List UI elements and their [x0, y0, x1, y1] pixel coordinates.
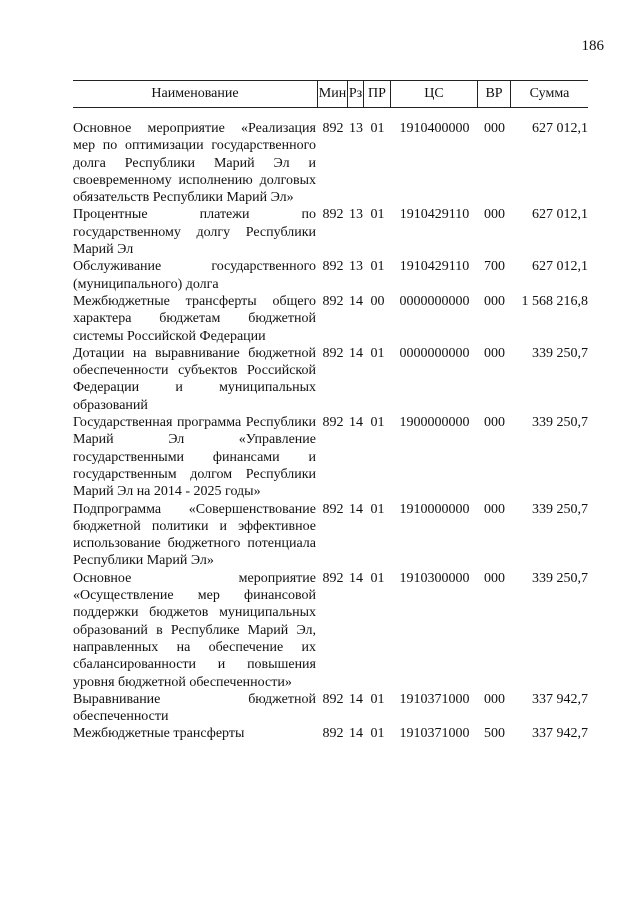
row-name: Дотации на выравнивание бюджетной обеспеченности субъектов Российской Федерации и муниципальных образований — [73, 345, 316, 413]
row-sum: 339 250,7 — [532, 345, 588, 361]
row-cs: 1910429110 — [399, 259, 470, 275]
row-pr: 01 — [370, 121, 385, 136]
row-sum: 337 942,7 — [532, 691, 588, 707]
table-row — [73, 345, 588, 414]
table-row — [73, 293, 588, 345]
row-rz: 13 — [349, 207, 363, 223]
row-name: Межбюджетные трансферты — [73, 726, 245, 742]
table-row — [73, 120, 588, 206]
row-name: Государственная программа Республики Марий Эл «Управление государственными финансами и государственным долгом Республики Марий Эл на 2014 - 2025 годы» — [73, 415, 316, 500]
row-name: Выравнивание бюджетной обеспеченности — [73, 691, 316, 725]
row-pr: 01 — [370, 259, 385, 275]
table-row — [73, 414, 588, 500]
row-pr: 01 — [370, 207, 385, 223]
header-rz: Рз — [348, 81, 364, 107]
row-pr: 01 — [370, 570, 385, 586]
table-row — [73, 258, 588, 293]
row-pr: 01 — [370, 691, 385, 707]
row-sum: 627 012,1 — [532, 121, 588, 136]
row-vr: 500 — [484, 726, 505, 742]
row-vr: 000 — [484, 121, 505, 136]
row-min: 892 — [322, 691, 344, 707]
table-row — [73, 501, 588, 570]
row-cs: 0000000000 — [399, 345, 470, 361]
row-min: 892 — [322, 726, 344, 742]
row-pr: 01 — [370, 415, 385, 431]
row-rz: 13 — [349, 121, 363, 136]
row-sum: 337 942,7 — [532, 726, 588, 742]
table-row — [73, 691, 588, 726]
row-min: 892 — [322, 207, 344, 223]
table-body — [73, 120, 588, 743]
row-vr: 000 — [484, 345, 505, 361]
row-cs: 1910400000 — [399, 121, 470, 136]
row-name: Основное мероприятие «Реализация мер по оптимизации государственного долга Республики Марий Эл и своевременному исполнению долговых обязательств Республики Марий Эл» — [73, 121, 316, 206]
row-cs: 1900000000 — [399, 415, 470, 431]
row-pr: 01 — [370, 345, 385, 361]
header-pr: ПР — [364, 81, 391, 107]
row-name: Обслуживание государственного (муниципального) долга — [73, 259, 316, 292]
row-name: Основное мероприятие «Осуществление мер финансовой поддержки бюджетов муниципальных образований в Республике Марий Эл, направленных на обеспечение их сбалансированности и повышения уровня бюджетной обеспеченности» — [73, 570, 316, 690]
row-sum: 1 568 216,8 — [521, 293, 588, 309]
row-rz: 14 — [349, 293, 363, 309]
row-sum: 627 012,1 — [532, 207, 588, 223]
row-name: Процентные платежи по государственному долгу Республики Марий Эл — [73, 207, 316, 258]
row-vr: 000 — [484, 207, 505, 223]
row-cs: 1910371000 — [399, 726, 470, 742]
row-pr: 00 — [370, 293, 385, 309]
row-cs: 1910000000 — [399, 501, 470, 517]
header-name: Наименование — [73, 81, 318, 107]
row-vr: 000 — [484, 570, 505, 586]
row-min: 892 — [322, 259, 344, 275]
row-rz: 14 — [349, 501, 363, 517]
row-rz: 14 — [349, 415, 363, 431]
row-min: 892 — [322, 345, 344, 361]
row-sum: 339 250,7 — [532, 501, 588, 517]
row-cs: 1910300000 — [399, 570, 470, 586]
row-cs: 0000000000 — [399, 293, 470, 309]
row-sum: 339 250,7 — [532, 570, 588, 586]
row-vr: 700 — [484, 259, 505, 275]
row-pr: 01 — [370, 501, 385, 517]
row-name: Межбюджетные трансферты общего характера бюджетам бюджетной системы Российской Федерации — [73, 293, 316, 344]
row-pr: 01 — [370, 726, 385, 742]
header-min: Мин — [318, 81, 348, 107]
row-rz: 14 — [349, 726, 363, 742]
row-sum: 627 012,1 — [532, 259, 588, 275]
row-cs: 1910371000 — [399, 691, 470, 707]
row-min: 892 — [322, 570, 344, 586]
row-rz: 14 — [349, 345, 363, 361]
header-cs: ЦС — [391, 81, 478, 107]
row-vr: 000 — [484, 691, 505, 707]
row-sum: 339 250,7 — [532, 415, 588, 431]
row-rz: 14 — [349, 570, 363, 586]
row-min: 892 — [322, 415, 344, 431]
page-number: 186 — [581, 38, 604, 54]
row-cs: 1910429110 — [399, 207, 470, 223]
row-vr: 000 — [484, 415, 505, 431]
table-row — [73, 725, 588, 742]
header-vr: ВР — [478, 81, 511, 107]
row-min: 892 — [322, 293, 344, 309]
row-min: 892 — [322, 121, 344, 136]
row-name: Подпрограмма «Совершенствование бюджетной политики и эффективное использование бюджетного потенциала Республики Марий Эл» — [73, 501, 316, 569]
row-rz: 14 — [349, 691, 363, 707]
table-row — [73, 206, 588, 258]
row-min: 892 — [322, 501, 344, 517]
row-vr: 000 — [484, 501, 505, 517]
header-sum: Сумма — [529, 86, 570, 101]
table-header — [73, 80, 588, 108]
row-vr: 000 — [484, 293, 505, 309]
table-row — [73, 570, 588, 691]
row-rz: 13 — [349, 259, 363, 275]
